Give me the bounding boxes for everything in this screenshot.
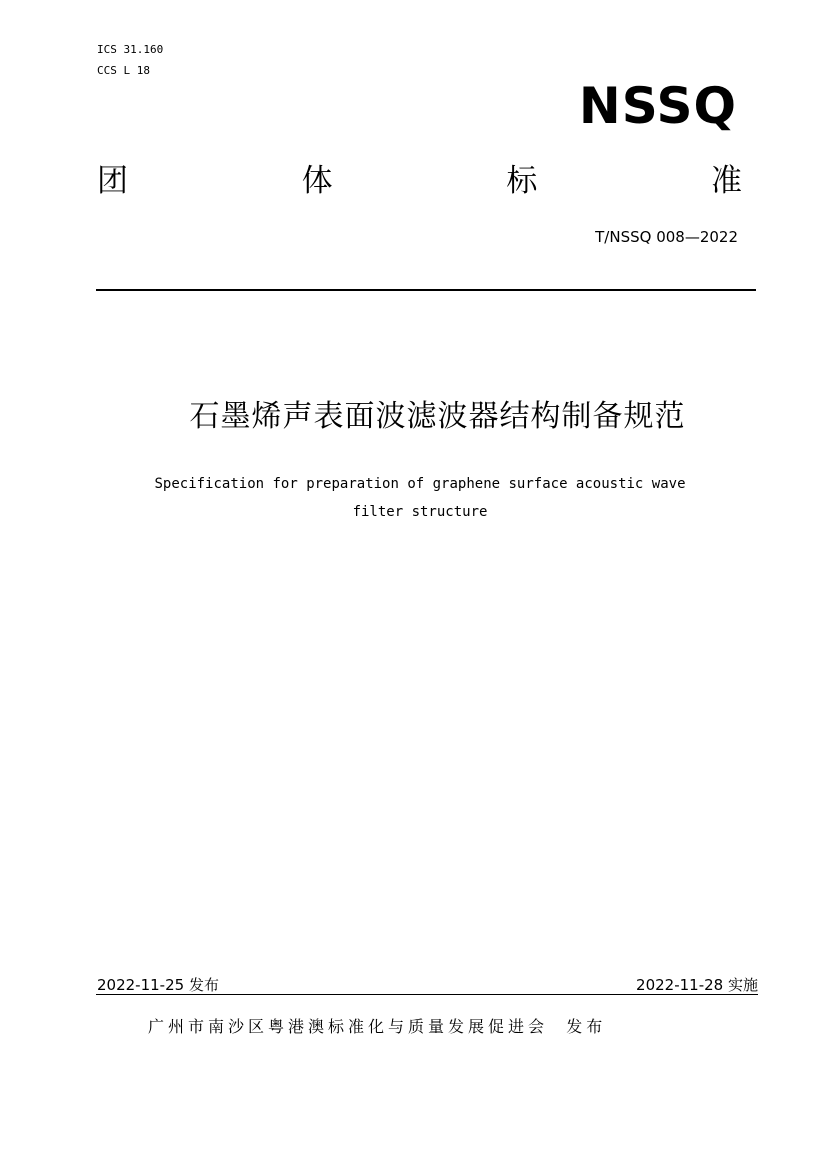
implementation-date: 2022-11-28 实施 — [636, 976, 758, 994]
footer-divider — [96, 994, 758, 995]
standard-type-char: 体 — [301, 163, 333, 199]
english-title-line-1: Specification for preparation of graphene surface acoustic wave — [154, 476, 686, 492]
publisher-action: 发布 — [566, 1017, 607, 1036]
ics-code: ICS 31.160 — [97, 43, 164, 56]
standard-type-char: 标 — [506, 163, 538, 199]
standard-type-heading — [97, 160, 742, 202]
document-title-english — [95, 470, 745, 526]
standard-number: T/NSSQ 008—2022 — [595, 228, 738, 246]
header-divider — [96, 289, 756, 291]
organization-logo: NSSQ — [578, 77, 737, 135]
publisher-line — [148, 1016, 606, 1038]
publish-date: 2022-11-25 发布 — [97, 976, 219, 994]
document-title-chinese: 石墨烯声表面波滤波器结构制备规范 — [189, 399, 686, 434]
standard-type-char: 准 — [710, 163, 742, 199]
publisher-name: 广州市南沙区粤港澳标准化与质量发展促进会 — [148, 1017, 549, 1036]
english-title-line-2: filter structure — [352, 504, 488, 520]
standard-type-char: 团 — [97, 163, 128, 199]
ccs-code: CCS L 18 — [97, 64, 150, 77]
